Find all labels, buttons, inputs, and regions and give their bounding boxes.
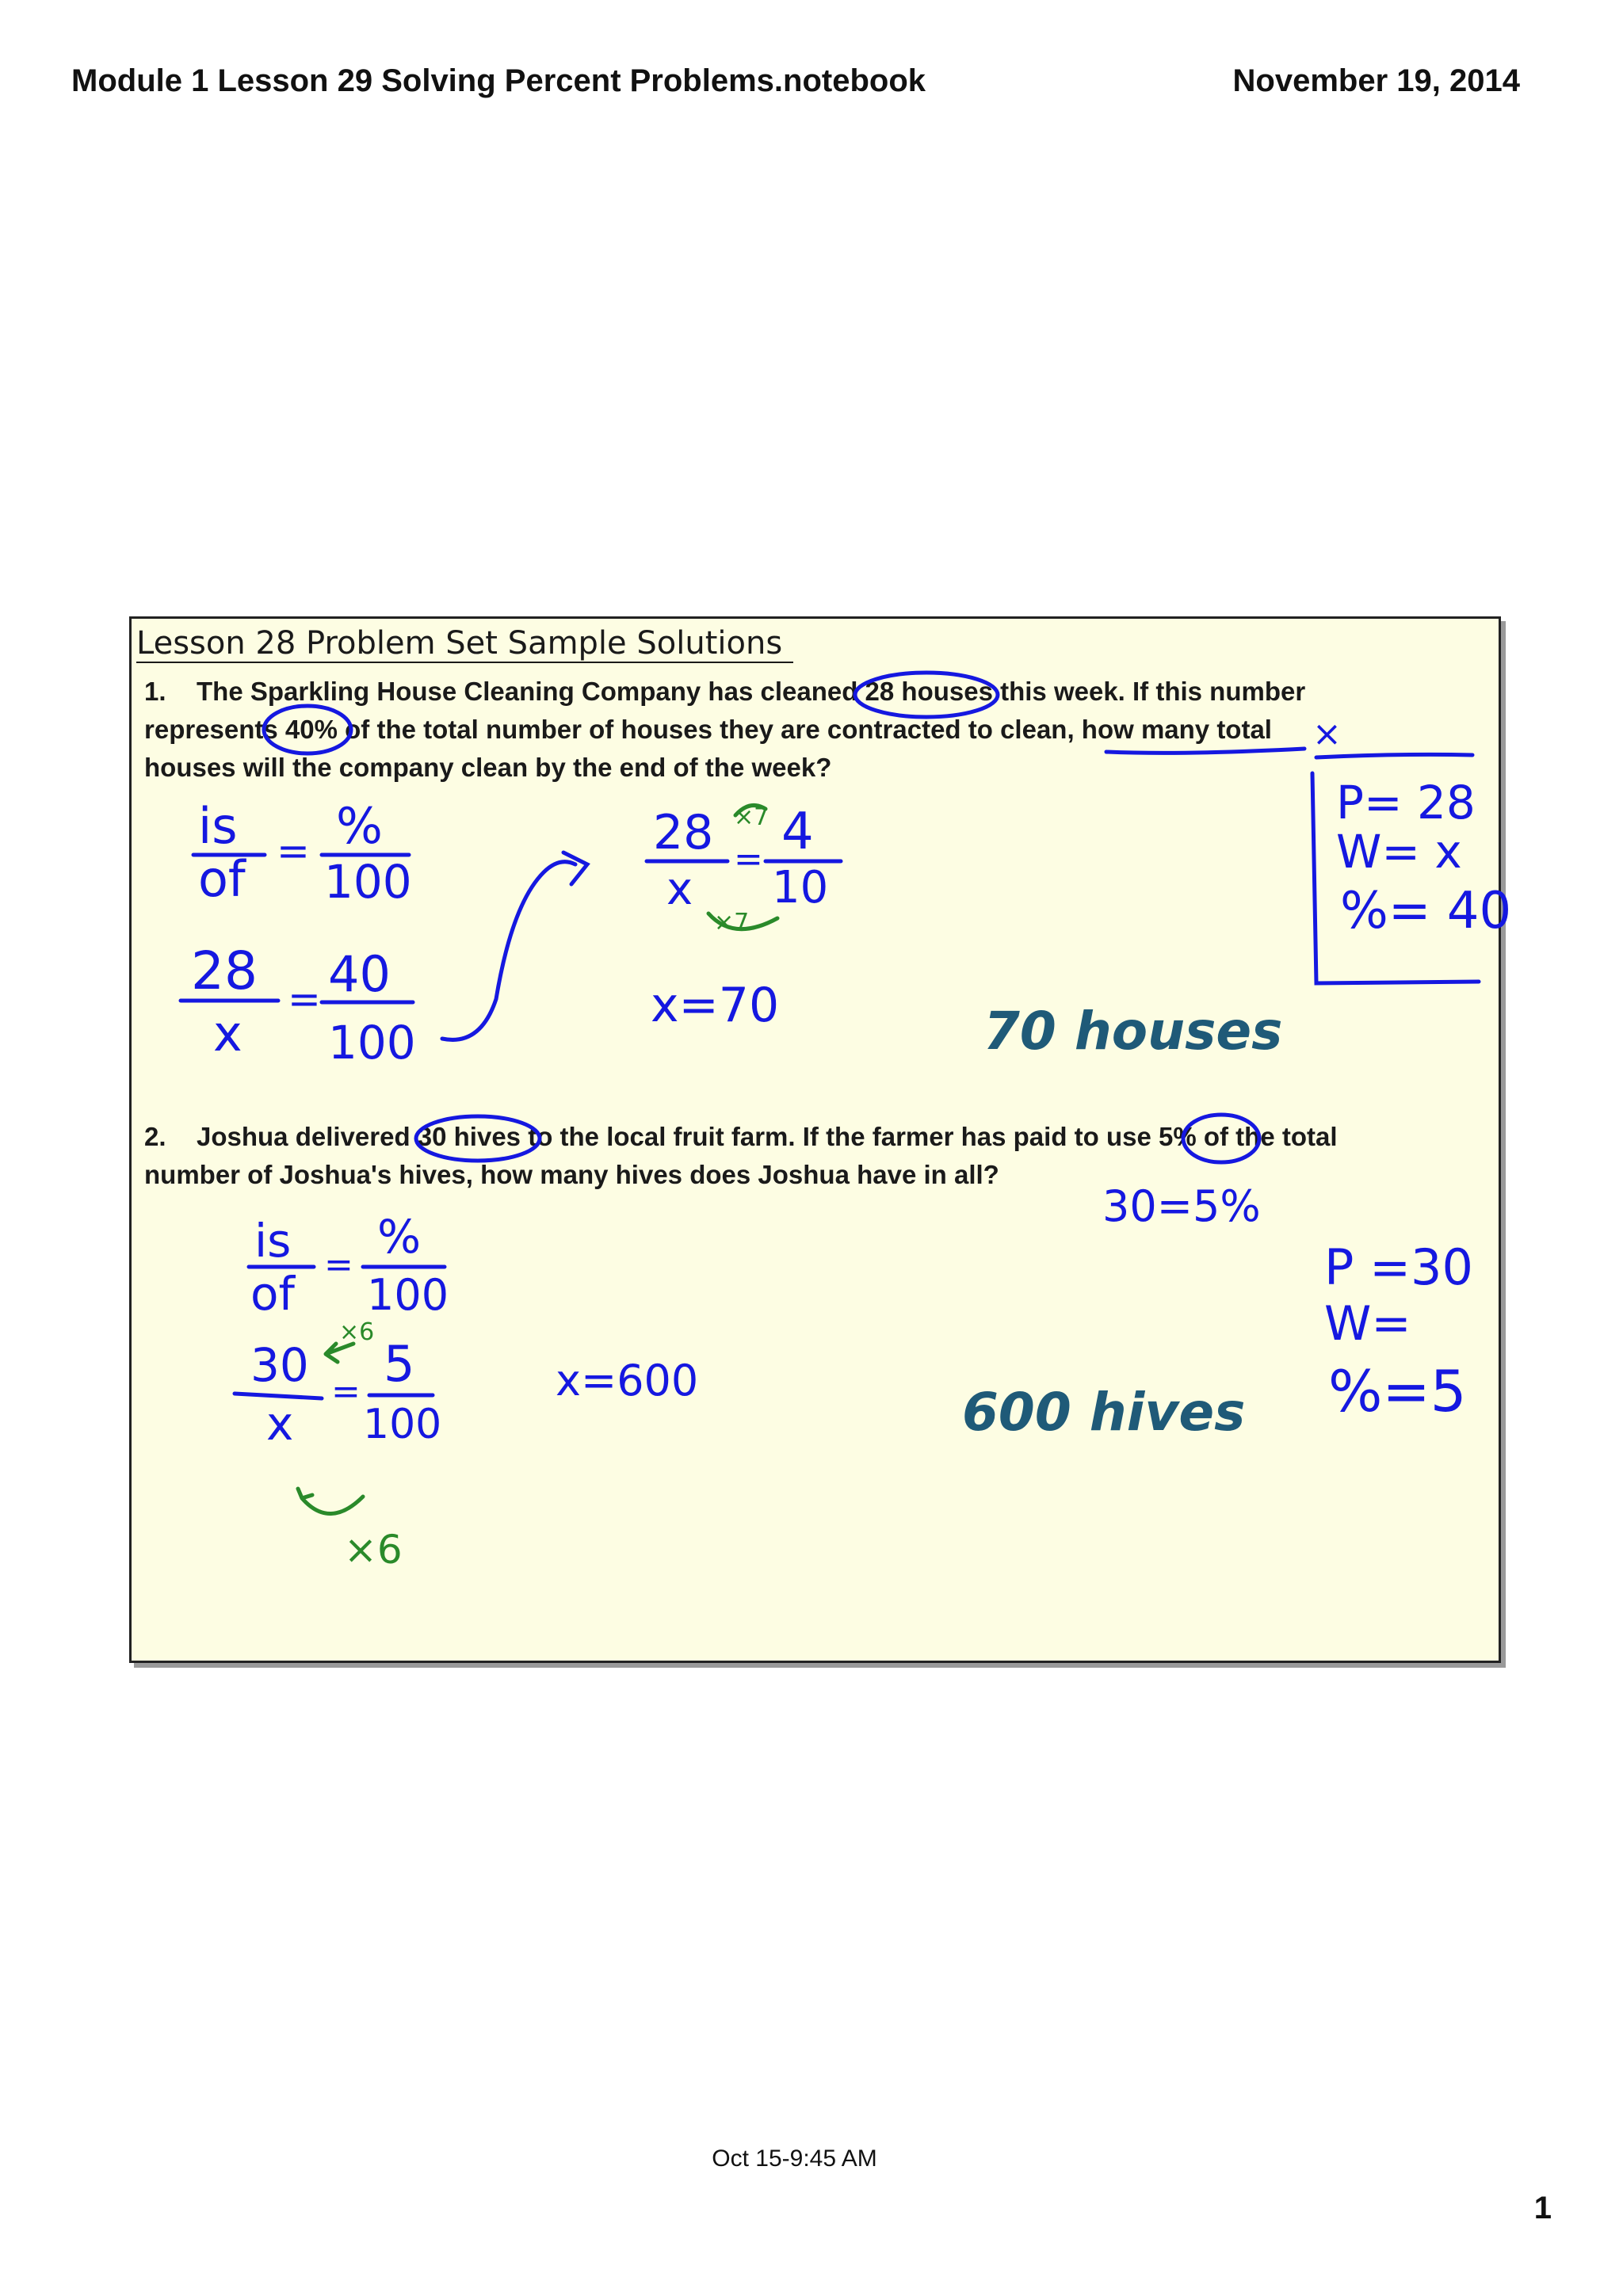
circle-40-percent bbox=[264, 706, 351, 753]
p2-eq-1: = bbox=[324, 1245, 353, 1285]
circle-5-percent bbox=[1183, 1115, 1259, 1162]
p1-P: P= 28 bbox=[1336, 776, 1476, 830]
side-x-mark: × bbox=[1312, 714, 1342, 754]
p1-100: 100 bbox=[324, 855, 412, 909]
p2-green-arrow-bottom bbox=[298, 1489, 363, 1514]
p1-28-a: 28 bbox=[191, 940, 258, 1001]
p2-W: W= bbox=[1324, 1296, 1411, 1352]
page-number: 1 bbox=[1533, 2191, 1552, 2225]
curved-arrow bbox=[442, 852, 587, 1039]
notebook-slide bbox=[129, 616, 1512, 1663]
p1-eq-1: = bbox=[277, 828, 310, 874]
p1-times7-top: ×7 bbox=[734, 803, 769, 831]
p1-of: of bbox=[198, 850, 246, 908]
p2-x: x bbox=[266, 1397, 294, 1451]
p2-equation: 30=5% bbox=[1102, 1181, 1261, 1231]
p2-P: P =30 bbox=[1324, 1238, 1473, 1296]
problem-2-number: 2. bbox=[144, 1122, 166, 1151]
p1-x-a: x bbox=[213, 1005, 242, 1062]
underline-how-many-total bbox=[1106, 749, 1304, 753]
p2-pct: % bbox=[377, 1210, 422, 1264]
p1-pct: % bbox=[336, 797, 383, 855]
circle-28-houses bbox=[855, 673, 998, 717]
p1-times7-bottom: ×7 bbox=[714, 909, 750, 936]
p1-pct-value: %= 40 bbox=[1340, 882, 1512, 940]
p1-4: 4 bbox=[781, 803, 814, 861]
p2-5: 5 bbox=[384, 1335, 415, 1393]
p2-100-b: 100 bbox=[363, 1401, 442, 1448]
problem-1-text: The Sparkling House Cleaning Company has cleaned 28 houses this week. If this number represents 40% of the total number of houses they are contracted to clean, how many total houses will the company clean by the end of the week? bbox=[144, 677, 1306, 782]
p2-eq-2: = bbox=[331, 1371, 361, 1412]
p1-eq-2: = bbox=[288, 976, 321, 1022]
p1-28-b: 28 bbox=[653, 805, 714, 860]
p2-times6-top: ×6 bbox=[339, 1318, 375, 1346]
problem-2-answer: 600 hives bbox=[962, 1382, 1246, 1443]
problem-1-answer: 70 houses bbox=[983, 1001, 1283, 1062]
circle-30-hives bbox=[416, 1116, 540, 1161]
p1-40: 40 bbox=[328, 945, 391, 1003]
problem-1-number: 1. bbox=[144, 677, 166, 706]
slide-title: Lesson 28 Problem Set Sample Solutions bbox=[136, 625, 793, 663]
footer-timestamp: Oct 15-9:45 AM bbox=[712, 2145, 877, 2172]
p2-30: 30 bbox=[250, 1338, 309, 1392]
p1-W: W= x bbox=[1336, 825, 1462, 879]
p2-times6-bottom: ×6 bbox=[344, 1527, 403, 1573]
p1-100-b: 100 bbox=[328, 1016, 416, 1070]
p2-pct-value: %=5 bbox=[1328, 1358, 1467, 1425]
p2-green-arrow-top bbox=[326, 1344, 353, 1362]
p2-100: 100 bbox=[367, 1270, 449, 1320]
document-date: November 19, 2014 bbox=[1232, 63, 1520, 98]
p2-of: of bbox=[250, 1267, 295, 1321]
p1-eq-3: = bbox=[734, 839, 763, 879]
p1-10: 10 bbox=[772, 862, 829, 913]
p1-is: is bbox=[198, 797, 238, 855]
problem-2-text: Joshua delivered 30 hives to the local fruit farm. If the farmer has paid to use 5% of the total number of Joshua's hives, how many hives does Joshua have in all? bbox=[144, 1122, 1338, 1189]
p2-result: x=600 bbox=[556, 1356, 699, 1405]
p2-is: is bbox=[254, 1214, 292, 1268]
handwriting-layer bbox=[132, 619, 1512, 1661]
p1-result: x=70 bbox=[651, 978, 780, 1033]
p1-x-b: x bbox=[666, 864, 693, 915]
document-title: Module 1 Lesson 29 Solving Percent Problems.notebook bbox=[71, 63, 926, 98]
